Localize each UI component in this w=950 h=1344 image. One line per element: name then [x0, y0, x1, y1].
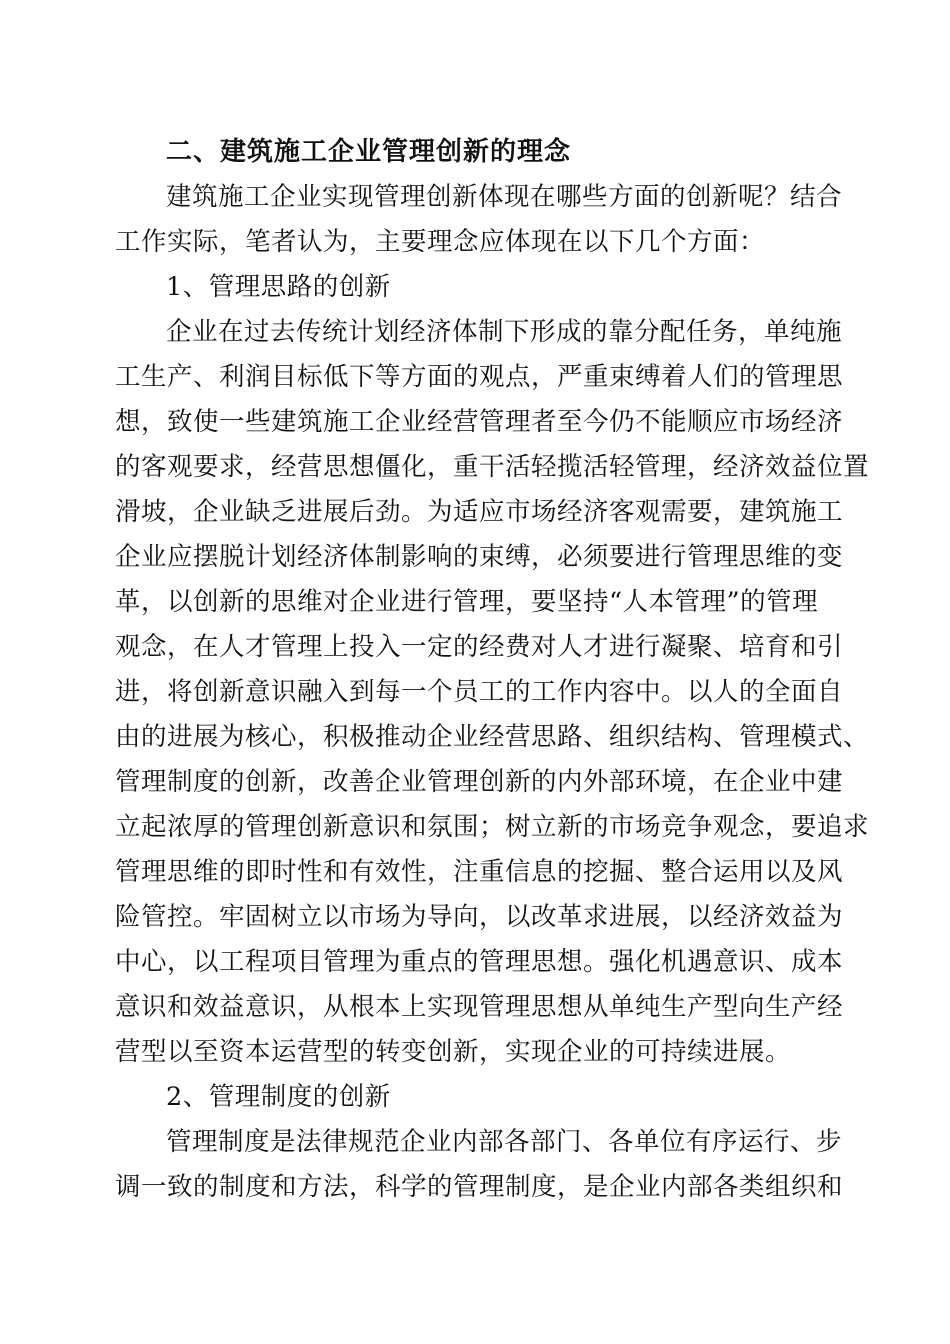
subsection-1-line-3: 想，致使一些建筑施工企业经营管理者至今仍不能顺应市场经济: [115, 407, 844, 437]
subsection-1-line-9: 进，将创新意识融入到每一个员工的工作内容中。以人的全面自: [115, 677, 844, 707]
subsection-2-line-2: 调一致的制度和方法，科学的管理制度，是企业内部各类组织和: [115, 1172, 844, 1202]
subsection-1-line-2: 工生产、利润目标低下等方面的观点，严重束缚着人们的管理思: [115, 362, 844, 392]
subsection-1-line-6: 企业应摆脱计划经济体制影响的束缚，必须要进行管理思维的变: [115, 542, 844, 572]
section-heading: 二、建筑施工企业管理创新的理念: [166, 137, 572, 167]
subsection-1-line-4: 的客观要求，经营思想僵化，重干活轻揽活轻管理，经济效益位置: [115, 452, 870, 482]
subsection-2-line-1: 管理制度是法律规范企业内部各部门、各单位有序运行、步: [166, 1127, 843, 1157]
subsection-1-line-17: 营型以至资本运营型的转变创新，实现企业的可持续进展。: [115, 1037, 792, 1067]
subsection-1-line-1: 企业在过去传统计划经济体制下形成的靠分配任务，单纯施: [166, 317, 843, 347]
subsection-1-line-13: 管理思维的即时性和有效性，注重信息的挖掘、整合运用以及风: [115, 857, 844, 887]
subsection-2-title: 2、管理制度的创新: [166, 1082, 391, 1112]
subsection-1-line-5: 滑坡，企业缺乏进展后劲。为适应市场经济客观需要，建筑施工: [115, 497, 844, 527]
subsection-1-line-14: 险管控。牢固树立以市场为导向，以改革求进展，以经济效益为: [115, 902, 844, 932]
subsection-1-line-11: 管理制度的创新，改善企业管理创新的内外部环境，在企业中建: [115, 767, 844, 797]
subsection-1-line-12: 立起浓厚的管理创新意识和氛围；树立新的市场竞争观念，要追求: [115, 812, 870, 842]
subsection-1-line-7: 革，以创新的思维对企业进行管理，要坚持“人本管理”的管理: [115, 587, 819, 617]
subsection-1-line-15: 中心，以工程项目管理为重点的管理思想。强化机遇意识、成本: [115, 947, 844, 977]
subsection-1-line-8: 观念，在人才管理上投入一定的经费对人才进行凝聚、培育和引: [115, 632, 844, 662]
intro-line-2: 工作实际，笔者认为，主要理念应体现在以下几个方面：: [115, 227, 766, 257]
subsection-1-line-10: 由的进展为核心，积极推动企业经营思路、组织结构、管理模式、: [115, 722, 870, 752]
subsection-1-line-16: 意识和效益意识，从根本上实现管理思想从单纯生产型向生产经: [115, 992, 844, 1022]
intro-line-1: 建筑施工企业实现管理创新体现在哪些方面的创新呢？结合: [166, 182, 843, 212]
subsection-1-title: 1、管理思路的创新: [166, 272, 391, 302]
